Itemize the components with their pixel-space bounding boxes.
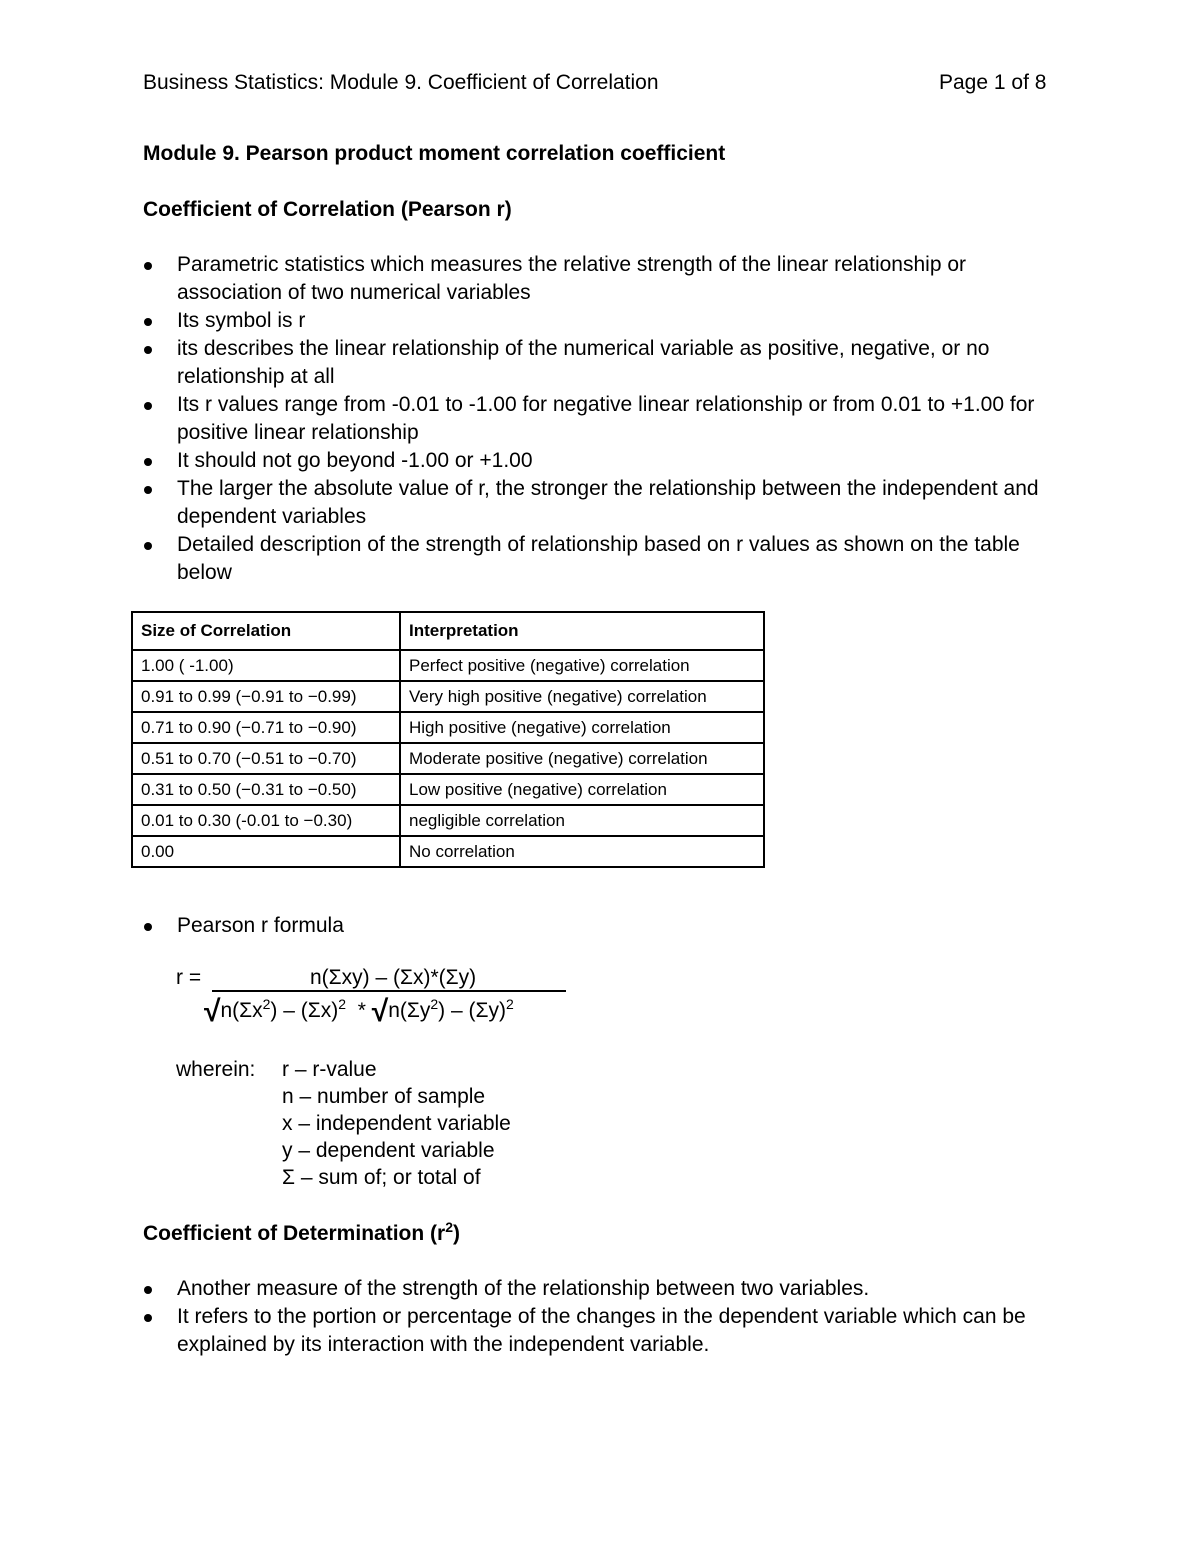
list-item: its describes the linear relationship of the numerical variable as positive, negative, or no relationship at all [143, 335, 1057, 391]
bullet-icon [144, 542, 152, 550]
module-title: Module 9. Pearson product moment correlation coefficient [143, 142, 726, 165]
bullet-icon [144, 1286, 152, 1294]
table-cell: Low positive (negative) correlation [400, 774, 764, 805]
list-item: It refers to the portion or percentage of the changes in the dependent variable which can be explained by its interaction with the independent variable. [143, 1303, 1057, 1359]
page-number: Page 1 of 8 [939, 71, 1047, 94]
table-header-row [132, 612, 764, 650]
table-cell: 0.00 [132, 836, 400, 867]
table-row [132, 836, 764, 867]
bullet-icon [144, 923, 152, 931]
fraction-bar [212, 990, 566, 992]
table-cell: 0.71 to 0.90 (−0.71 to −0.90) [132, 712, 400, 743]
table-cell: High positive (negative) correlation [400, 712, 764, 743]
definition-list [282, 1056, 511, 1191]
list-item: n – number of sample [282, 1085, 486, 1108]
table-row [132, 805, 764, 836]
determination-bullet-list [143, 1275, 1057, 1359]
list-item: Another measure of the strength of the relationship between two variables. [143, 1275, 1057, 1303]
table-cell: 0.51 to 0.70 (−0.51 to −0.70) [132, 743, 400, 774]
table-header-cell: Interpretation [400, 612, 764, 650]
table-row [132, 712, 764, 743]
wherein-label: wherein: [176, 1058, 256, 1081]
list-item: x – independent variable [282, 1112, 511, 1135]
bullet-icon [144, 346, 152, 354]
square-root-icon: √ [204, 995, 221, 1028]
section-title-determination: Coefficient of Determination $(r^2)$ [143, 1219, 460, 1245]
section-title-correlation: Coefficient of Correlation (Pearson r) [143, 198, 512, 221]
table-cell: 0.31 to 0.50 (−0.31 to −0.50) [132, 774, 400, 805]
table-row [132, 650, 764, 681]
pearson-r-formula [176, 966, 596, 1041]
table-cell: Very high positive (negative) correlation [400, 681, 764, 712]
table-cell: 0.01 to 0.30 (-0.01 to −0.30) [132, 805, 400, 836]
formula-denominator: $√n(\Sigma x^2) - (\Sigma x)^2 * √n(\Sigma y^2) - (\Sigma y)^2$ [204, 995, 514, 1028]
table-header-cell: Size of Correlation [132, 612, 400, 650]
page-header-title: Business Statistics: Module 9. Coefficient of Correlation [143, 71, 659, 94]
bullet-icon [144, 318, 152, 326]
correlation-size-table [131, 611, 765, 868]
formula-numerator: n(Σxy) – (Σx)*(Σy) [310, 966, 477, 989]
table-cell: 1.00 ( -1.00) [132, 650, 400, 681]
table-row [132, 743, 764, 774]
bullet-icon [144, 458, 152, 466]
table-cell: Perfect positive (negative) correlation [400, 650, 764, 681]
list-item: Its symbol is r [143, 307, 1057, 335]
formula-bullet-list [143, 912, 1057, 940]
correlation-bullet-list [143, 251, 1057, 587]
list-item: r – r-value [282, 1058, 377, 1081]
list-item: Its r values range from -0.01 to -1.00 for negative linear relationship or from 0.01 to +1.00 for positive linear relationship [143, 391, 1057, 447]
table-row [132, 681, 764, 712]
list-item: Pearson r formula [143, 912, 1057, 940]
list-item: The larger the absolute value of r, the stronger the relationship between the independent and dependent variables [143, 475, 1057, 531]
bullet-icon [144, 486, 152, 494]
list-item: Detailed description of the strength of relationship based on r values as shown on the table below [143, 531, 1057, 587]
list-item: It should not go beyond -1.00 or +1.00 [143, 447, 1057, 475]
table-cell: Moderate positive (negative) correlation [400, 743, 764, 774]
bullet-icon [144, 402, 152, 410]
table-row [132, 774, 764, 805]
square-root-icon: √ [371, 995, 389, 1028]
bullet-icon [144, 262, 152, 270]
list-item: Σ – sum of; or total of [282, 1166, 481, 1189]
list-item: Parametric statistics which measures the relative strength of the linear relationship or association of two numerical variables [143, 251, 1057, 307]
formula-lhs: r = [176, 966, 202, 989]
bullet-icon [144, 1314, 152, 1322]
table-cell: negligible correlation [400, 805, 764, 836]
table-cell: 0.91 to 0.99 (−0.91 to −0.99) [132, 681, 400, 712]
table-cell: No correlation [400, 836, 764, 867]
list-item: y – dependent variable [282, 1139, 495, 1162]
